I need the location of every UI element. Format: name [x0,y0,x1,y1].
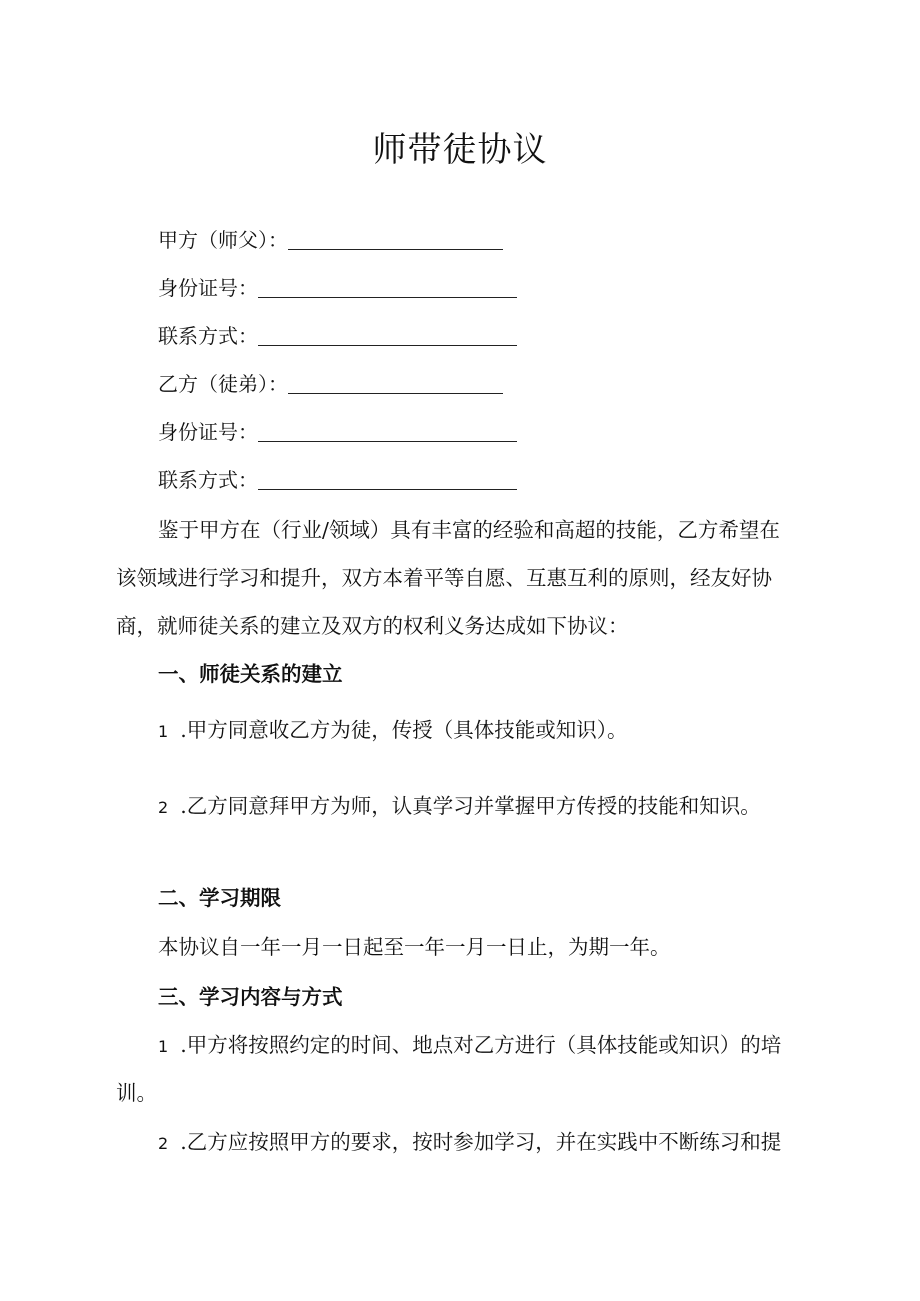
item-number: 1 [158,722,169,741]
party-b-contact-field [158,466,517,494]
section-3-item-2 [158,1128,781,1158]
party-b-id-blank[interactable] [258,419,517,442]
party-b-contact-blank[interactable] [258,467,517,490]
party-b-id-label: 身份证号： [158,420,258,444]
preamble-line-2: 该领域进行学习和提升，双方本着平等自愿、互惠互利的原则，经友好协 [116,566,772,590]
party-b-id-field [158,418,517,446]
party-a-contact-blank[interactable] [258,323,517,346]
item-text: .甲方同意收乙方为徒，传授（具体技能或知识）。 [180,718,628,742]
party-a-id-label: 身份证号： [158,276,258,300]
party-a-name-blank[interactable] [288,227,503,250]
item-text: .乙方同意拜甲方为师，认真学习并掌握甲方传授的技能和知识。 [180,794,761,818]
party-a-name-label: 甲方（师父）： [158,228,288,252]
section-1-item-1 [158,716,627,746]
section-2-heading: 二、学习期限 [158,886,281,910]
party-a-id-blank[interactable] [258,275,517,298]
preamble-line-3: 商，就师徒关系的建立及双方的权利义务达成如下协议： [116,614,629,638]
party-a-contact-field [158,322,517,350]
item-text: .甲方将按照约定的时间、地点对乙方进行（具体技能或知识）的培 [180,1033,782,1057]
document-title: 师带徒协议 [372,130,548,170]
preamble-line-1: 鉴于甲方在（行业/领域）具有丰富的经验和高超的技能，乙方希望在 [158,518,780,542]
party-a-id-field [158,274,517,302]
section-1-heading: 一、师徒关系的建立 [158,662,343,686]
item-number: 1 [158,1037,169,1056]
item-number: 2 [158,798,169,817]
section-2-text: 本协议自一年一月一日起至一年一月一日止，为期一年。 [158,935,671,959]
section-3-item-1 [158,1031,781,1061]
party-b-name-blank[interactable] [288,371,503,394]
party-b-name-field [158,370,503,398]
party-a-contact-label: 联系方式： [158,324,258,348]
party-a-name-field [158,226,503,254]
party-b-contact-label: 联系方式： [158,468,258,492]
section-3-heading: 三、学习内容与方式 [158,985,343,1009]
section-1-item-2 [158,792,761,822]
item-number: 2 [158,1134,169,1153]
item-text: .乙方应按照甲方的要求，按时参加学习，并在实践中不断练习和提 [180,1130,782,1154]
party-b-name-label: 乙方（徒弟）： [158,372,288,396]
section-3-item-1-continuation: 训。 [116,1081,157,1105]
